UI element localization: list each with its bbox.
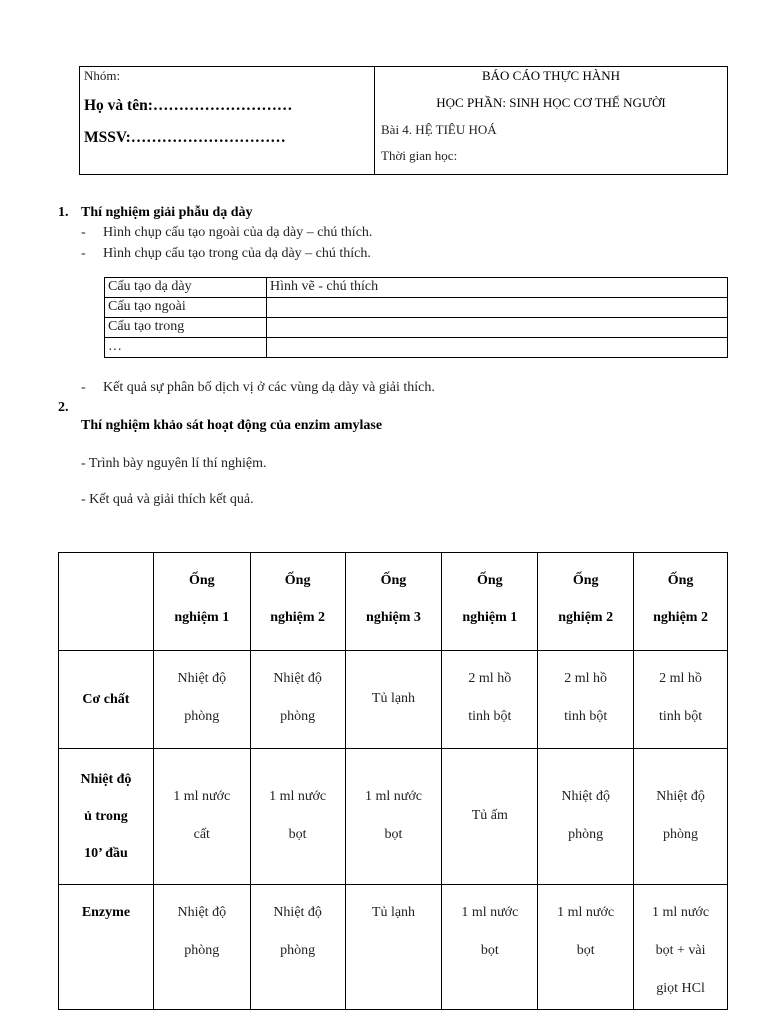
row-header-line: Enzyme <box>81 905 131 920</box>
stomach-structure-table <box>104 277 728 358</box>
table-cell <box>267 298 728 318</box>
table-cell: … <box>105 338 267 358</box>
cell-line: bọt <box>480 943 499 958</box>
cell-line: 1 ml nước <box>652 905 710 920</box>
section-2-number: 2. <box>58 400 69 415</box>
cell-line: Tủ lạnh <box>371 905 416 920</box>
lesson-name: Bài 4. HỆ TIÊU HOÁ <box>381 122 497 137</box>
report-header <box>79 66 728 175</box>
bullet-text: Hình chụp cấu tạo ngoài của dạ dày – chú thích. <box>103 225 373 240</box>
table-cell <box>153 885 250 1010</box>
cell-line: 2 ml hồ <box>564 671 608 686</box>
cell-line: phòng <box>280 709 316 724</box>
section-1-bullet: - Hình chụp cấu tạo trong của dạ dày – chú thích. <box>81 246 371 261</box>
table-cell: Cấu tạo ngoài <box>105 298 267 318</box>
table-cell <box>250 885 345 1010</box>
table-cell <box>345 651 442 749</box>
report-info <box>375 67 727 174</box>
column-header <box>538 553 634 651</box>
section-2-title: Thí nghiệm khảo sát hoạt động của enzim amylase <box>81 418 383 433</box>
table-cell: Cấu tạo trong <box>105 318 267 338</box>
table-corner-cell <box>59 553 154 651</box>
cell-line: tinh bột <box>564 709 608 724</box>
cell-line: Nhiệt độ <box>273 905 322 920</box>
cell-line: 1 ml nước <box>173 789 231 804</box>
row-header-line: ủ trong <box>84 809 128 824</box>
table-cell <box>442 651 538 749</box>
name-label: Họ và tên:……………………… <box>84 97 293 114</box>
header-line: Ống <box>667 573 694 588</box>
student-info <box>80 67 375 174</box>
cell-line: 1 ml nước <box>269 789 327 804</box>
header-line: nghiệm 2 <box>270 610 326 625</box>
section-1-title: Thí nghiệm giải phẫu dạ dày <box>81 205 253 220</box>
cell-line: 2 ml hồ <box>468 671 512 686</box>
table-header-row <box>59 553 728 651</box>
cell-line: phòng <box>568 827 604 842</box>
cell-line: phòng <box>184 709 220 724</box>
row-header <box>59 885 154 1010</box>
header-line: Ống <box>572 573 599 588</box>
row-header <box>59 651 154 749</box>
amylase-experiment-table <box>58 552 728 1010</box>
header-line: nghiệm 2 <box>558 610 614 625</box>
header-line: nghiệm 1 <box>174 610 230 625</box>
study-time: Thời gian học: <box>381 148 458 163</box>
row-header-line: Nhiệt độ <box>80 772 132 787</box>
section-2-line: - Trình bày nguyên lí thí nghiệm. <box>81 456 267 471</box>
cell-line: 2 ml hồ <box>659 671 702 686</box>
table-row <box>105 278 728 298</box>
column-header <box>345 553 442 651</box>
table-cell <box>634 749 728 885</box>
table-row <box>105 298 728 318</box>
cell-line: bọt <box>384 827 403 842</box>
column-header <box>442 553 538 651</box>
table-row <box>59 749 728 885</box>
header-line: nghiệm 1 <box>462 610 518 625</box>
header-line: nghiệm 2 <box>653 610 708 625</box>
bullet-text: Kết quả sự phân bố dịch vị ở các vùng dạ dày và giải thích. <box>103 380 435 395</box>
cell-line: giọt HCl <box>656 981 705 996</box>
cell-line: Nhiệt độ <box>273 671 322 686</box>
cell-line: Tủ lạnh <box>371 691 416 706</box>
cell-line: phòng <box>663 827 699 842</box>
table-cell <box>442 749 538 885</box>
table-cell: Cấu tạo dạ dày <box>105 278 267 298</box>
cell-line: Nhiệt độ <box>177 671 227 686</box>
group-label: Nhóm: <box>84 68 121 83</box>
table-cell <box>538 885 634 1010</box>
cell-line: Tủ ấm <box>471 808 508 823</box>
cell-line: Nhiệt độ <box>177 905 227 920</box>
table-cell <box>267 318 728 338</box>
table-cell <box>538 749 634 885</box>
column-header <box>153 553 250 651</box>
course-name: HỌC PHẦN: SINH HỌC CƠ THỂ NGƯỜI <box>436 95 666 110</box>
table-row <box>105 338 728 358</box>
section-2-line: - Kết quả và giải thích kết quả. <box>81 492 254 507</box>
cell-line: cất <box>193 827 210 842</box>
table-cell <box>267 338 728 358</box>
table-cell <box>634 885 728 1010</box>
column-header <box>634 553 728 651</box>
table-row <box>59 651 728 749</box>
header-line: Ống <box>476 573 503 588</box>
row-header-line: Cơ chất <box>82 692 130 707</box>
cell-line: phòng <box>280 943 316 958</box>
bullet-text: Hình chụp cấu tạo trong của dạ dày – chú thích. <box>103 246 371 261</box>
cell-line: bọt <box>576 943 595 958</box>
table-cell <box>345 885 442 1010</box>
table-cell <box>250 749 345 885</box>
cell-line: tinh bột <box>658 709 703 724</box>
column-header <box>250 553 345 651</box>
row-header-line: 10’ đầu <box>84 846 128 861</box>
report-title: BÁO CÁO THỰC HÀNH <box>481 68 621 83</box>
cell-line: 1 ml nước <box>557 905 615 920</box>
table-cell <box>634 651 728 749</box>
table-cell <box>153 749 250 885</box>
header-line: Ống <box>284 573 311 588</box>
student-id-label: MSSV:………………………… <box>84 129 286 146</box>
row-header <box>59 749 154 885</box>
table-cell: Hình vẽ - chú thích <box>267 278 728 298</box>
table-cell <box>153 651 250 749</box>
header-line: Ống <box>188 573 215 588</box>
cell-line: Nhiệt độ <box>656 789 705 804</box>
cell-line: bọt + vài <box>655 943 706 958</box>
cell-line: Nhiệt độ <box>561 789 610 804</box>
header-line: nghiệm 3 <box>366 610 421 625</box>
table-cell <box>250 651 345 749</box>
cell-line: 1 ml nước <box>461 905 519 920</box>
table-cell <box>345 749 442 885</box>
table-row <box>105 318 728 338</box>
header-line: Ống <box>380 573 407 588</box>
section-1-result-bullet: - Kết quả sự phân bố dịch vị ở các vùng dạ dày và giải thích. <box>81 380 435 395</box>
cell-line: phòng <box>184 943 220 958</box>
cell-line: bọt <box>288 827 307 842</box>
section-1-bullet: - Hình chụp cấu tạo ngoài của dạ dày – chú thích. <box>81 225 373 240</box>
table-cell <box>538 651 634 749</box>
cell-line: 1 ml nước <box>364 789 422 804</box>
cell-line: tinh bột <box>468 709 512 724</box>
table-row <box>59 885 728 1010</box>
table-cell <box>442 885 538 1010</box>
section-1-number: 1. <box>58 205 69 220</box>
